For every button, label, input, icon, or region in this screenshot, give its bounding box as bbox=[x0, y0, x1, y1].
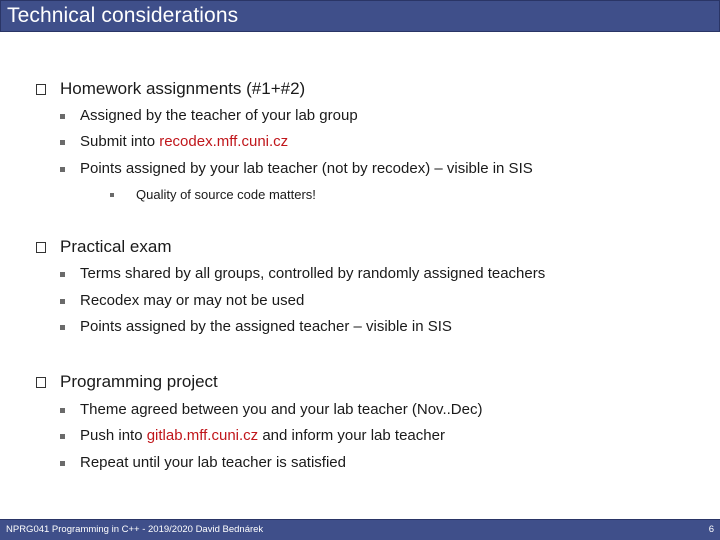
bullet-text bbox=[80, 133, 288, 150]
bullet-text: Assigned by the teacher of your lab group bbox=[80, 107, 358, 124]
footer-course-info: NPRG041 Programming in C++ - 2019/2020 David Bednárek bbox=[6, 524, 264, 535]
section-title-programming-project: Programming project bbox=[60, 372, 218, 391]
bullet-text: Terms shared by all groups, controlled by randomly assigned teachers bbox=[80, 265, 546, 282]
bullet-icon bbox=[60, 140, 65, 145]
bullet-prefix: Submit into bbox=[80, 133, 160, 150]
bullet-icon bbox=[60, 299, 65, 304]
page-number: 6 bbox=[708, 524, 714, 535]
sub-bullet-icon bbox=[110, 193, 114, 197]
bullet-icon bbox=[60, 167, 65, 172]
bullet-prefix: Push into bbox=[80, 427, 147, 444]
bullet-icon bbox=[60, 114, 65, 119]
recodex-link[interactable]: recodex.mff.cuni.cz bbox=[159, 133, 289, 150]
bullet-icon bbox=[60, 461, 65, 466]
slide-title: Technical considerations bbox=[7, 4, 239, 27]
bullet-text: Points assigned by the assigned teacher – visible in SIS bbox=[80, 318, 452, 335]
checkbox-icon bbox=[36, 84, 46, 95]
checkbox-icon bbox=[36, 377, 46, 388]
sub-bullet-text: Quality of source code matters! bbox=[136, 187, 316, 202]
bullet-icon bbox=[60, 325, 65, 330]
bullet-icon bbox=[60, 408, 65, 413]
section-title-practical-exam: Practical exam bbox=[60, 237, 172, 256]
checkbox-icon bbox=[36, 242, 46, 253]
bullet-icon bbox=[60, 272, 65, 277]
bullet-text bbox=[80, 427, 445, 444]
bullet-icon bbox=[60, 434, 65, 439]
bullet-text: Theme agreed between you and your lab teacher (Nov..Dec) bbox=[80, 401, 483, 418]
bullet-suffix: and inform your lab teacher bbox=[258, 427, 445, 444]
bullet-text: Repeat until your lab teacher is satisfied bbox=[80, 454, 346, 471]
gitlab-link[interactable]: gitlab.mff.cuni.cz bbox=[146, 427, 259, 444]
footer-bar bbox=[0, 519, 720, 540]
section-title-homework: Homework assignments (#1+#2) bbox=[60, 79, 306, 98]
bullet-text: Recodex may or may not be used bbox=[80, 292, 305, 309]
bullet-text: Points assigned by your lab teacher (not by recodex) – visible in SIS bbox=[80, 160, 533, 177]
